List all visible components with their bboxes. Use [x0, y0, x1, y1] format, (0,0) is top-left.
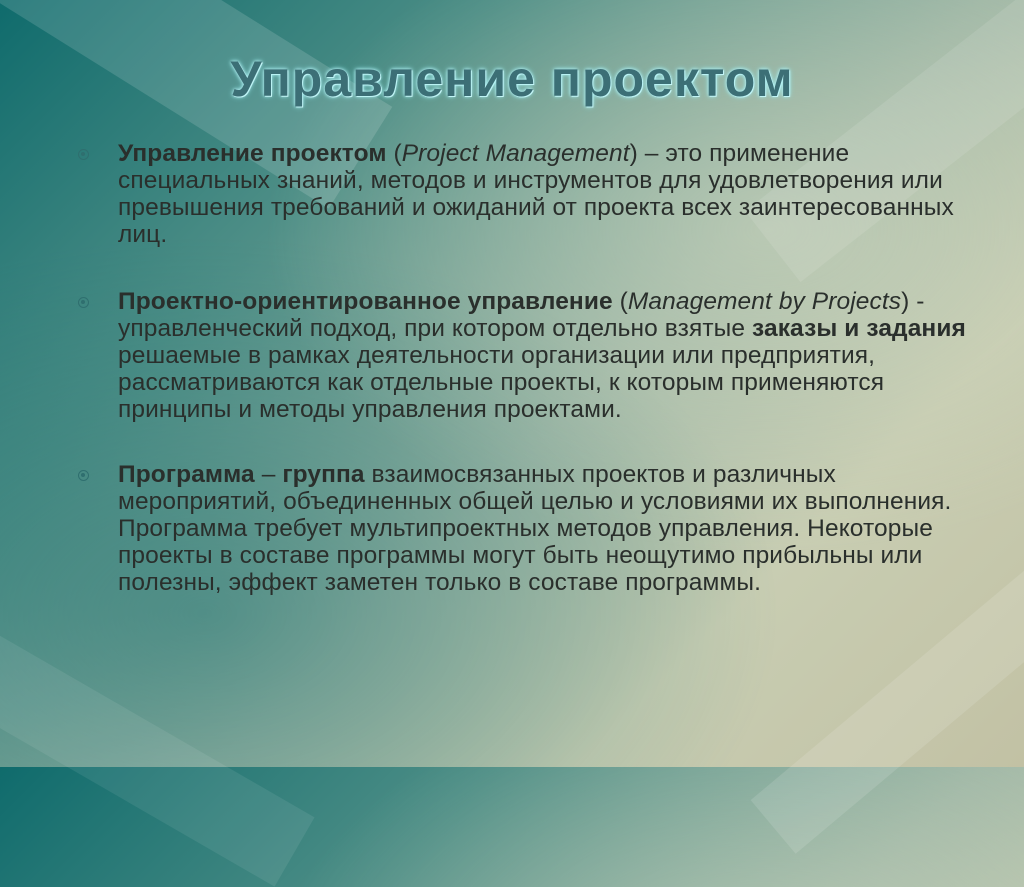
english-term: Project Management [401, 140, 630, 167]
bullet-text [118, 288, 978, 423]
ring-bullet-icon [78, 149, 89, 160]
term: Программа [118, 461, 255, 488]
bullet-text [118, 140, 978, 248]
bullet-item-management-by-projects [78, 288, 978, 423]
ring-bullet-icon [78, 297, 89, 308]
decorative-stripe [0, 627, 315, 886]
definition: ) – это применение специальных знаний, методов и инструментов для удовлетворения или превышения требований и ожиданий от проекта всех заинтересованных лиц. [118, 140, 954, 248]
dash: – [254, 461, 283, 488]
english-term: Management by Projects [627, 288, 902, 315]
definition: взаимосвязанных проектов и различных мероприятий, объединенных общей целью и условиями их выполнения. Программа требует мультипроектных методов управления. Некоторые проекты в составе программы могут быть неощутимо прибыльны или полезны, эффект заметен только в составе программы. [118, 461, 952, 596]
term: Проектно-ориентированное управление [118, 288, 613, 315]
bullet-item-project-management [78, 140, 978, 248]
paren: ( [386, 140, 402, 167]
term: Управление проектом [118, 140, 387, 167]
ring-bullet-icon [78, 470, 89, 481]
emphasis: заказы и задания [752, 315, 966, 342]
paren: ( [612, 288, 628, 315]
definition-part: ) - управленческий подход, при котором отдельно взятые [118, 288, 925, 342]
slide-title: Управление проектом [230, 51, 794, 107]
bullet-text [118, 461, 978, 596]
emphasis: группа [282, 461, 365, 488]
bullet-list [78, 140, 978, 596]
definition: решаемые в рамках деятельности организации или предприятия, рассматриваются как отдельные проекты, к которым применяются принципы и методы управления проектами. [118, 342, 885, 423]
bullet-item-program [78, 461, 978, 596]
